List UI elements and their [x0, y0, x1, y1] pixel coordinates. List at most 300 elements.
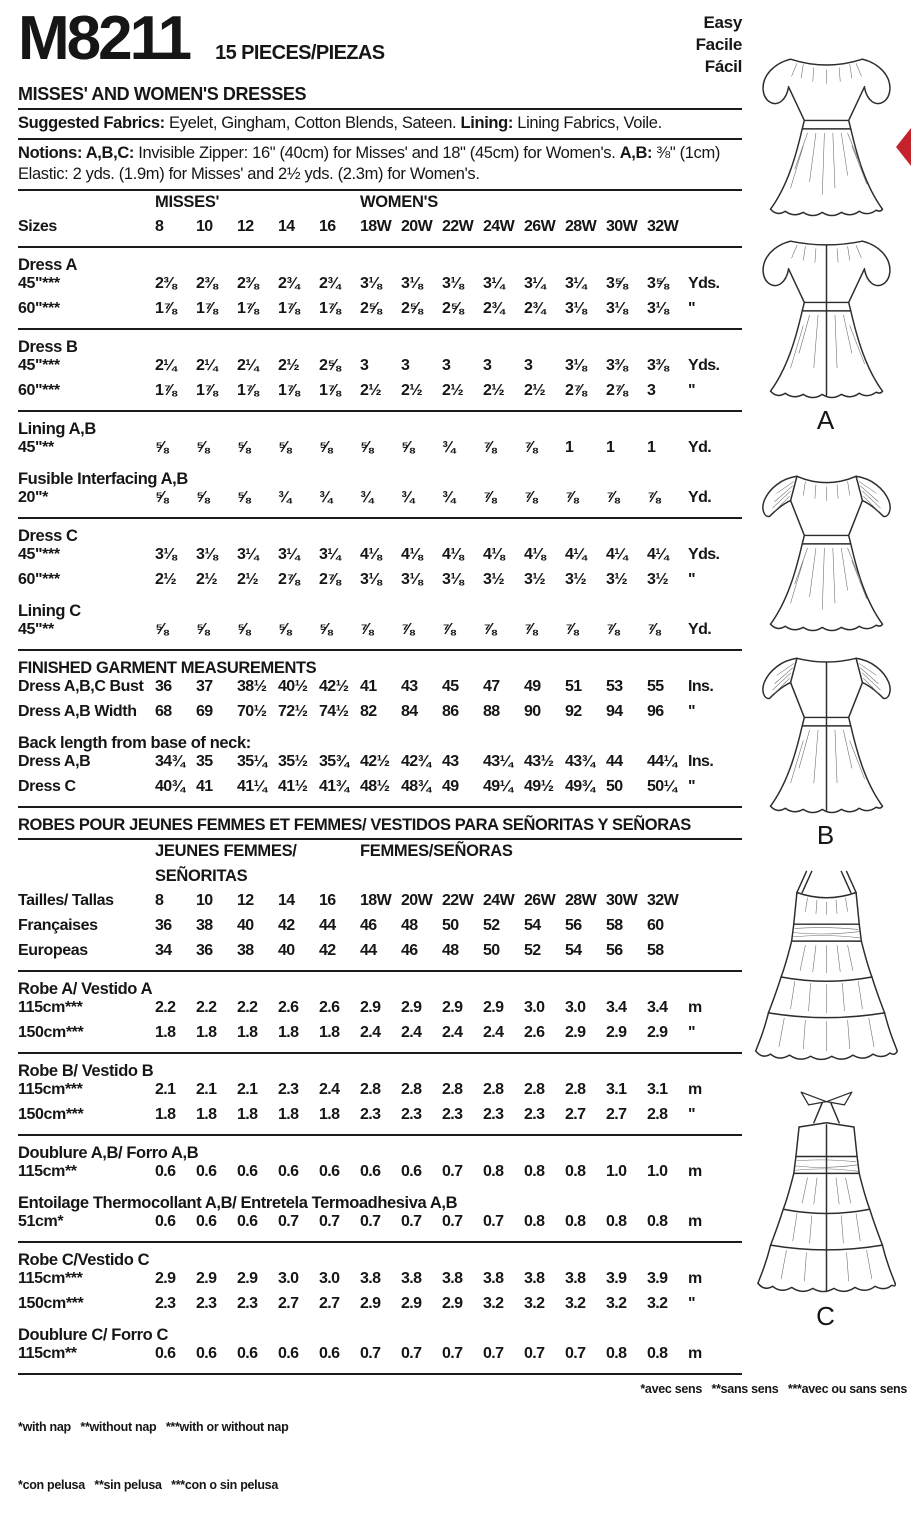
size-value: 3⅜	[606, 356, 628, 374]
size-value: 2.9	[237, 1269, 258, 1287]
unit-label: "	[688, 1294, 695, 1312]
section-title: Lining A,B	[18, 419, 96, 438]
size-value: 2.1	[196, 1080, 217, 1098]
size-value: ¾	[401, 488, 414, 506]
size-value: 3⅛	[155, 545, 177, 563]
unit-label: "	[688, 1023, 695, 1041]
size-value: 40	[237, 916, 254, 934]
size-value: 3⅛	[565, 299, 587, 317]
size-value: 2⅝	[401, 299, 423, 317]
dress-a-label: A	[816, 405, 836, 435]
size-group-header	[18, 193, 742, 218]
size-value: 18W	[360, 217, 392, 235]
notions-label-ab: A,B:	[619, 143, 653, 162]
section-divider	[18, 328, 742, 330]
size-value: 3.0	[278, 1269, 299, 1287]
size-value: 48	[442, 941, 459, 959]
row-label: Dress A,B	[18, 752, 91, 770]
size-value: 2.4	[319, 1080, 340, 1098]
row-label: 150cm***	[18, 1294, 84, 1312]
size-value: 3⅝	[606, 274, 628, 292]
divider	[18, 189, 742, 191]
group-senoritas: SEÑORITAS	[155, 866, 248, 885]
row-label: 115cm**	[18, 1344, 77, 1362]
section-divider	[18, 1052, 742, 1054]
table-row	[18, 300, 742, 325]
size-value: 2.3	[278, 1080, 299, 1098]
section-title-row	[18, 250, 742, 275]
size-value: 3¼	[319, 545, 341, 563]
size-value: 2½	[155, 570, 177, 588]
size-value: 20W	[401, 217, 433, 235]
size-value: 0.8	[606, 1212, 627, 1230]
size-value: 2.3	[237, 1294, 258, 1312]
size-value: 2.3	[401, 1105, 422, 1123]
masthead	[18, 6, 742, 78]
size-value: 2.6	[524, 1023, 545, 1041]
divider	[18, 838, 742, 840]
size-value: 1.8	[319, 1023, 340, 1041]
size-value: 2.7	[606, 1105, 627, 1123]
size-value: 12	[237, 891, 254, 909]
size-value: 4⅛	[401, 545, 423, 563]
table-row	[18, 489, 742, 514]
unit-label: Yds.	[688, 545, 720, 563]
table-row	[18, 382, 742, 407]
size-value: 35	[196, 752, 213, 770]
size-value: 88	[483, 702, 500, 720]
size-value: 69	[196, 702, 213, 720]
footnote-fr: *avec sens **sans sens ***avec ou sans sens	[640, 1381, 907, 1396]
divider	[18, 108, 742, 110]
size-value: 2.6	[319, 998, 340, 1016]
row-label: 115cm**	[18, 1162, 77, 1180]
table-row	[18, 1295, 742, 1320]
size-value: 26W	[524, 217, 556, 235]
table-row	[18, 892, 742, 917]
row-label: Europeas	[18, 941, 88, 959]
size-value: 2.2	[196, 998, 217, 1016]
size-value: 2.9	[647, 1023, 668, 1041]
size-value: 2⅝	[442, 299, 464, 317]
size-value: 4⅛	[442, 545, 464, 563]
size-value: 1⅞	[278, 299, 300, 317]
size-value: 2.8	[360, 1080, 381, 1098]
dress-c-back-illustration	[742, 1089, 911, 1300]
unit-label: Yd.	[688, 438, 712, 456]
dress-a-back-illustration	[742, 222, 911, 404]
size-value: ⅝	[319, 620, 332, 638]
corner-mark	[896, 128, 911, 166]
size-value: 32W	[647, 891, 679, 909]
size-value: 40	[278, 941, 295, 959]
table-row	[18, 1106, 742, 1131]
size-value: 52	[524, 941, 541, 959]
size-value: 0.6	[360, 1162, 381, 1180]
size-value: 49	[524, 677, 541, 695]
size-value: 2.9	[401, 1294, 422, 1312]
size-value: 0.7	[524, 1344, 545, 1362]
size-value: 0.8	[524, 1162, 545, 1180]
table-row	[18, 439, 742, 464]
size-value: 2.8	[401, 1080, 422, 1098]
section-title-row	[18, 1245, 742, 1270]
table-row	[18, 1213, 742, 1238]
size-value: 3⅛	[360, 570, 382, 588]
size-value: 42¾	[401, 752, 431, 770]
row-label: 60"***	[18, 299, 60, 317]
size-value: 2⅞	[565, 381, 587, 399]
size-value: 2⅝	[360, 299, 382, 317]
size-value: 0.8	[647, 1212, 668, 1230]
difficulty-en: Easy	[703, 13, 742, 32]
section-title: Robe A/ Vestido A	[18, 979, 153, 998]
size-value: 60	[647, 916, 664, 934]
size-value: 2.7	[319, 1294, 340, 1312]
size-value: ⅝	[401, 438, 414, 456]
size-value: 0.6	[196, 1162, 217, 1180]
size-value: 51	[565, 677, 582, 695]
size-value: 1.8	[237, 1023, 258, 1041]
size-value: 2.3	[360, 1105, 381, 1123]
size-value: 0.8	[606, 1344, 627, 1362]
size-value: 4⅛	[483, 545, 505, 563]
size-value: 2.3	[524, 1105, 545, 1123]
size-value: 2⅜	[237, 274, 259, 292]
notions-label: Notions: A,B,C:	[18, 143, 135, 162]
size-value: 90	[524, 702, 541, 720]
table-row	[18, 621, 742, 646]
row-label: Dress C	[18, 777, 76, 795]
size-value: 40½	[278, 677, 308, 695]
size-value: 48	[401, 916, 418, 934]
section-divider	[18, 246, 742, 248]
size-value: ⅝	[237, 438, 250, 456]
size-value: 84	[401, 702, 418, 720]
size-value: 0.8	[483, 1162, 504, 1180]
size-value: 3⅛	[401, 274, 423, 292]
size-value: 3⅜	[647, 356, 669, 374]
size-value: 2.1	[155, 1080, 176, 1098]
row-label: Sizes	[18, 217, 57, 235]
size-value: ⅝	[155, 620, 168, 638]
size-value: 2.9	[606, 1023, 627, 1041]
size-value: 24W	[483, 891, 515, 909]
size-value: 43¾	[565, 752, 595, 770]
size-value: 0.7	[442, 1344, 463, 1362]
size-value: 35¾	[319, 752, 349, 770]
size-value: 0.8	[647, 1344, 668, 1362]
size-value: 2.9	[155, 1269, 176, 1287]
size-value: 49	[442, 777, 459, 795]
section-title: Entoilage Thermocollant A,B/ Entretela Termoadhesiva A,B	[18, 1193, 458, 1212]
section-title-row	[18, 332, 742, 357]
size-value: 41¼	[237, 777, 267, 795]
size-value: 2¾	[483, 299, 505, 317]
size-value: 2½	[278, 356, 300, 374]
size-group-womens: WOMEN'S	[360, 192, 438, 211]
unit-label: Ins.	[688, 752, 714, 770]
size-value: 2.4	[483, 1023, 504, 1041]
unit-label: Yd.	[688, 620, 712, 638]
size-value: 54	[524, 916, 541, 934]
size-value: 3	[647, 381, 656, 399]
size-value: 2⅜	[196, 274, 218, 292]
row-label: 45"**	[18, 620, 54, 638]
size-value: 1⅞	[237, 381, 259, 399]
footnote-es: *con pelusa **sin pelusa ***con o sin pelusa	[18, 1478, 278, 1493]
size-value: 43	[401, 677, 418, 695]
metric-group-header-line2	[18, 867, 742, 892]
size-value: 2.1	[237, 1080, 258, 1098]
size-value: 43½	[524, 752, 554, 770]
size-value: 3	[401, 356, 410, 374]
size-value: 3½	[565, 570, 587, 588]
section-title-row	[18, 1138, 742, 1163]
size-value: 3½	[647, 570, 669, 588]
size-value: 0.7	[442, 1212, 463, 1230]
size-value: 22W	[442, 217, 474, 235]
size-value: 56	[606, 941, 623, 959]
size-value: 3⅛	[196, 545, 218, 563]
size-value: 4⅛	[524, 545, 546, 563]
size-value: 4¼	[647, 545, 669, 563]
size-value: 2.9	[360, 1294, 381, 1312]
size-value: 3.9	[647, 1269, 668, 1287]
finished-measurements-title: FINISHED GARMENT MEASUREMENTS	[18, 658, 317, 677]
size-value: 0.6	[155, 1344, 176, 1362]
size-value: 0.7	[565, 1344, 586, 1362]
size-value: ⅝	[155, 488, 168, 506]
size-value: ⅝	[196, 620, 209, 638]
size-value: 38½	[237, 677, 267, 695]
size-value: 2.2	[237, 998, 258, 1016]
table-row	[18, 678, 742, 703]
size-value: 1	[565, 438, 574, 456]
row-label: Dress A,B,C Bust	[18, 677, 144, 695]
size-value: 1.8	[155, 1105, 176, 1123]
size-value: ⅞	[442, 620, 455, 638]
size-value: 1	[606, 438, 615, 456]
row-label: 150cm***	[18, 1023, 84, 1041]
illustration-column	[741, 40, 911, 1331]
size-value: 0.6	[401, 1162, 422, 1180]
size-value: 38	[196, 916, 213, 934]
section-divider	[18, 1241, 742, 1243]
size-value: 2.4	[442, 1023, 463, 1041]
footnote-en: *with nap **without nap ***with or without nap	[18, 1420, 289, 1435]
lining-text: Lining Fabrics, Voile.	[513, 114, 662, 133]
size-value: 46	[360, 916, 377, 934]
size-value: 37	[196, 677, 213, 695]
fabrics-line	[18, 113, 742, 134]
section-title-row	[18, 521, 742, 546]
metric-yardage-table	[18, 842, 742, 1375]
size-value: 1.8	[237, 1105, 258, 1123]
size-value: ⅞	[565, 488, 578, 506]
section-title: Robe C/Vestido C	[18, 1250, 150, 1269]
size-value: 43	[442, 752, 459, 770]
size-value: 3.8	[401, 1269, 422, 1287]
size-value: 48¾	[401, 777, 431, 795]
size-value: ⅝	[278, 620, 291, 638]
size-value: ¾	[442, 488, 455, 506]
table-row	[18, 703, 742, 728]
size-value: 12	[237, 217, 254, 235]
size-value: 36	[155, 916, 172, 934]
size-value: 2⅞	[319, 570, 341, 588]
section-title: Robe B/ Vestido B	[18, 1061, 154, 1080]
size-value: 0.6	[155, 1212, 176, 1230]
section-title-row	[18, 414, 742, 439]
lining-label: Lining:	[460, 114, 514, 133]
size-value: 3⅛	[442, 570, 464, 588]
size-value: 58	[606, 916, 623, 934]
notions-line	[18, 143, 742, 186]
size-value: 41½	[278, 777, 308, 795]
size-value: 0.8	[524, 1212, 545, 1230]
footnotes-en-es	[18, 1380, 288, 1535]
table-row	[18, 218, 742, 243]
size-value: ⅞	[565, 620, 578, 638]
size-value: 56	[565, 916, 582, 934]
unit-label: m	[688, 1080, 702, 1098]
size-value: 1⅞	[319, 381, 341, 399]
section-title: Doublure C/ Forro C	[18, 1325, 169, 1344]
size-value: 2.9	[442, 998, 463, 1016]
section-title-row	[18, 974, 742, 999]
size-value: 41¾	[319, 777, 349, 795]
size-value: 28W	[565, 217, 597, 235]
size-value: 44	[319, 916, 336, 934]
size-value: 44	[606, 752, 623, 770]
footnotes	[18, 1380, 907, 1535]
row-label: 60"***	[18, 570, 60, 588]
pattern-number: M8211	[18, 4, 190, 73]
row-label: 45"***	[18, 356, 60, 374]
size-value: 3⅛	[606, 299, 628, 317]
size-value: 0.7	[401, 1344, 422, 1362]
unit-label: Yds.	[688, 356, 720, 374]
size-value: 0.8	[565, 1162, 586, 1180]
page-title: MISSES' AND WOMEN'S DRESSES	[18, 84, 307, 105]
difficulty-fr: Facile	[695, 35, 742, 55]
size-value: 3¼	[483, 274, 505, 292]
group-femmes-senoras: FEMMES/SEÑORAS	[360, 841, 513, 860]
section-title: Back length from base of neck:	[18, 733, 251, 752]
size-value: 46	[401, 941, 418, 959]
size-value: 48½	[360, 777, 390, 795]
size-value: 1.0	[606, 1162, 627, 1180]
size-value: 0.7	[319, 1212, 340, 1230]
size-value: 2⅞	[278, 570, 300, 588]
size-value: ⅞	[401, 620, 414, 638]
size-value: ⅝	[237, 488, 250, 506]
size-value: 3.2	[524, 1294, 545, 1312]
section-title: Dress C	[18, 526, 78, 545]
yardage-column	[18, 4, 907, 1535]
size-value: 2.3	[483, 1105, 504, 1123]
size-value: 0.6	[319, 1344, 340, 1362]
size-value: ⅞	[360, 620, 373, 638]
section-divider	[18, 649, 742, 651]
size-value: 0.6	[237, 1344, 258, 1362]
table-row	[18, 1163, 742, 1188]
size-value: 0.6	[278, 1162, 299, 1180]
size-value: 2.7	[565, 1105, 586, 1123]
section-title: Doublure A,B/ Forro A,B	[18, 1143, 199, 1162]
size-value: 3.2	[483, 1294, 504, 1312]
size-value: 8	[155, 217, 164, 235]
size-value: ¾	[319, 488, 332, 506]
size-value: 0.8	[565, 1212, 586, 1230]
size-value: 0.7	[483, 1344, 504, 1362]
size-value: ⅞	[647, 488, 660, 506]
size-value: 2¼	[155, 356, 177, 374]
table-row	[18, 571, 742, 596]
size-value: 3.4	[606, 998, 627, 1016]
section-title-row	[18, 1188, 742, 1213]
size-value: 2.6	[278, 998, 299, 1016]
size-value: 8	[155, 891, 164, 909]
size-value: 40¾	[155, 777, 185, 795]
size-value: ⅞	[483, 488, 496, 506]
size-value: 1⅞	[155, 299, 177, 317]
size-value: 2.3	[155, 1294, 176, 1312]
size-value: 1.8	[278, 1023, 299, 1041]
size-value: 3.0	[565, 998, 586, 1016]
metric-group-header	[18, 842, 742, 867]
size-value: ¾	[442, 438, 455, 456]
unit-label: "	[688, 570, 695, 588]
size-value: 96	[647, 702, 664, 720]
size-value: 49¼	[483, 777, 513, 795]
section-title: Fusible Interfacing A,B	[18, 469, 188, 488]
size-value: 16	[319, 891, 336, 909]
section-divider	[18, 517, 742, 519]
size-value: 49¾	[565, 777, 595, 795]
size-value: 3.8	[360, 1269, 381, 1287]
section-title-row	[18, 464, 742, 489]
section-title: Dress A	[18, 255, 77, 274]
size-value: ⅝	[237, 620, 250, 638]
size-value: 0.6	[237, 1162, 258, 1180]
unit-label: "	[688, 299, 695, 317]
section-divider	[18, 970, 742, 972]
size-value: 2¾	[319, 274, 341, 292]
size-value: 3.0	[319, 1269, 340, 1287]
group-jeunes-femmes: JEUNES FEMMES/	[155, 841, 297, 860]
measurement-subhead	[18, 728, 742, 753]
size-value: 2¼	[196, 356, 218, 374]
fabrics-label: Suggested Fabrics:	[18, 114, 165, 133]
size-value: 42½	[360, 752, 390, 770]
dress-b-front-illustration	[742, 455, 911, 637]
table-row	[18, 753, 742, 778]
size-value: 2¾	[278, 274, 300, 292]
metric-heading: ROBES POUR JEUNES FEMMES ET FEMMES/ VESTIDOS PARA SEÑORITAS Y SEÑORAS	[18, 815, 691, 834]
size-value: 0.6	[155, 1162, 176, 1180]
row-label: 115cm***	[18, 1269, 83, 1287]
size-value: 3.8	[442, 1269, 463, 1287]
size-value: 1⅞	[278, 381, 300, 399]
size-value: 3⅛	[442, 274, 464, 292]
section-divider	[18, 410, 742, 412]
size-value: 2½	[442, 381, 464, 399]
size-value: 38	[237, 941, 254, 959]
size-value: 1⅞	[155, 381, 177, 399]
size-value: 0.7	[401, 1212, 422, 1230]
